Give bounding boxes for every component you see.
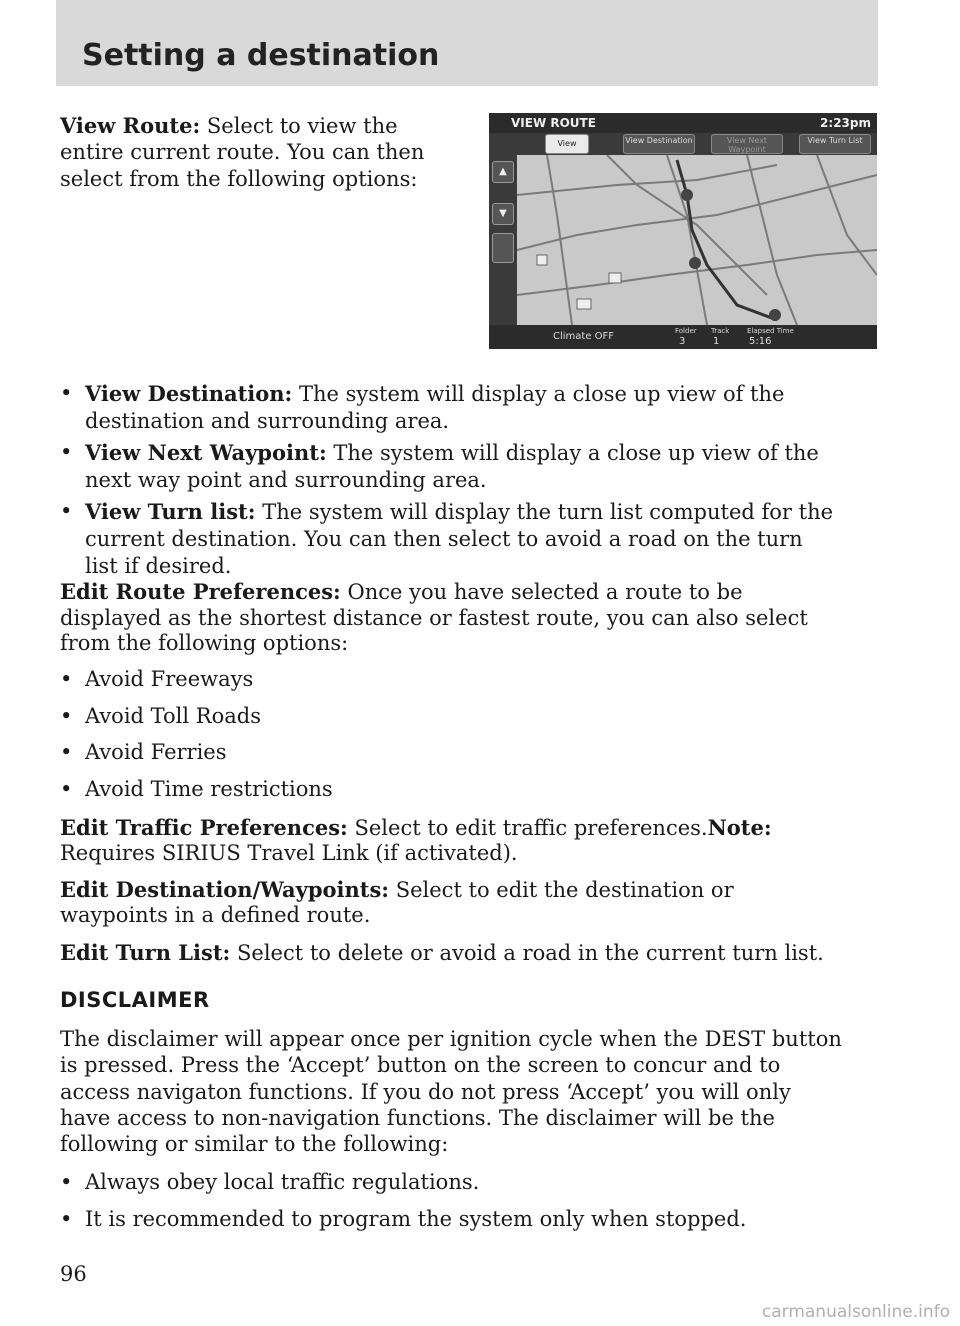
climate-status: Climate OFF — [553, 331, 615, 342]
disclaimer-line-4: have access to non-navigation functions. The disclaimer will be the — [60, 1106, 775, 1130]
distance-info-icon — [492, 233, 514, 263]
bullet-icon: • — [60, 777, 73, 801]
zoom-out-icon: ▼ — [492, 203, 514, 225]
bullet-icon: • — [60, 740, 73, 764]
bullet-icon: • — [60, 1207, 73, 1231]
nav-map — [517, 155, 877, 325]
track-number: 1 — [713, 336, 720, 347]
list-item: • It is recommended to program the system only when stopped. — [60, 1207, 747, 1231]
disclaimer-line-3: access navigaton functions. If you do not press ‘Accept’ you will only — [60, 1080, 791, 1104]
disclaimer-line-1: The disclaimer will appear once per ignition cycle when the DEST button — [60, 1027, 842, 1051]
elapsed-time: 5:16 — [749, 336, 772, 347]
edit-destination-line-2: waypoints in a defined route. — [60, 903, 371, 927]
bullet-icon: • — [60, 499, 73, 523]
nav-bottom-bar: Climate OFF Folder 3 Track 1 Elapsed Time 5:16 — [489, 325, 877, 349]
list-item: • Avoid Toll Roads — [60, 704, 261, 728]
bullet-icon: • — [60, 381, 73, 405]
edit-traffic-line-1: Edit Traffic Preferences: Select to edit traffic preferences.Note: — [60, 815, 772, 840]
bullet-icon: • — [60, 440, 73, 464]
list-item: • Avoid Ferries — [60, 740, 227, 764]
nav-tab-view-next-waypoint: View Next Waypoint — [711, 134, 783, 154]
zoom-in-icon: ▲ — [492, 161, 514, 183]
edit-route-line-3: from the following options: — [60, 631, 349, 655]
disclaimer-line-2: is pressed. Press the ‘Accept’ button on the screen to concur and to — [60, 1053, 781, 1077]
view-route-line-1: View Route: Select to view the — [60, 113, 398, 138]
map-roads — [517, 155, 877, 325]
nav-tab-view-turn-list: View Turn List — [799, 134, 871, 154]
nav-tab-view-destination: View Destination — [623, 134, 695, 154]
folder-number: 3 — [679, 336, 686, 347]
list-item: • Always obey local traffic regulations. — [60, 1170, 480, 1194]
list-item: • Avoid Time restrictions — [60, 777, 333, 801]
list-item: • View Next Waypoint: The system will display a close up view of the next way point and surrounding area. — [60, 440, 819, 492]
edit-turn-line: Edit Turn List: Select to delete or avoid a road in the current turn list. — [60, 940, 824, 965]
edit-destination-line-1: Edit Destination/Waypoints: Select to edit the destination or — [60, 877, 734, 902]
nav-tab-view-route: View — [545, 134, 589, 154]
list-item: • View Destination: The system will display a close up view of the destination and surrounding area. — [60, 381, 785, 433]
edit-route-line-1: Edit Route Preferences: Once you have selected a route to be — [60, 579, 743, 604]
navigation-screen-image — [489, 113, 877, 349]
nav-clock: 2:23pm — [820, 116, 871, 130]
nav-side-controls — [492, 161, 514, 319]
list-item: • View Turn list: The system will display the turn list computed for the current destination. You can then select to avoid a road on the turn list if desired. — [60, 499, 834, 578]
nav-screen-title: VIEW ROUTE — [511, 116, 596, 130]
bullet-icon: • — [60, 667, 73, 691]
view-route-line-2: entire current route. You can then — [60, 140, 425, 164]
page-title: Setting a destination — [82, 38, 440, 73]
page-number: 96 — [60, 1262, 87, 1286]
disclaimer-line-5: following or similar to the following: — [60, 1132, 449, 1156]
list-item: • Avoid Freeways — [60, 667, 254, 691]
view-route-line-3: select from the following options: — [60, 167, 418, 191]
bullet-icon: • — [60, 1170, 73, 1194]
edit-route-line-2: displayed as the shortest distance or fastest route, you can also select — [60, 606, 808, 630]
edit-traffic-line-2: Requires SIRIUS Travel Link (if activated). — [60, 841, 518, 865]
disclaimer-heading: DISCLAIMER — [60, 988, 210, 1012]
nav-top-bar — [489, 113, 877, 133]
bullet-icon: • — [60, 704, 73, 728]
view-route-label: View Route: — [60, 113, 201, 138]
watermark: carmanualsonline.info — [761, 1302, 950, 1322]
